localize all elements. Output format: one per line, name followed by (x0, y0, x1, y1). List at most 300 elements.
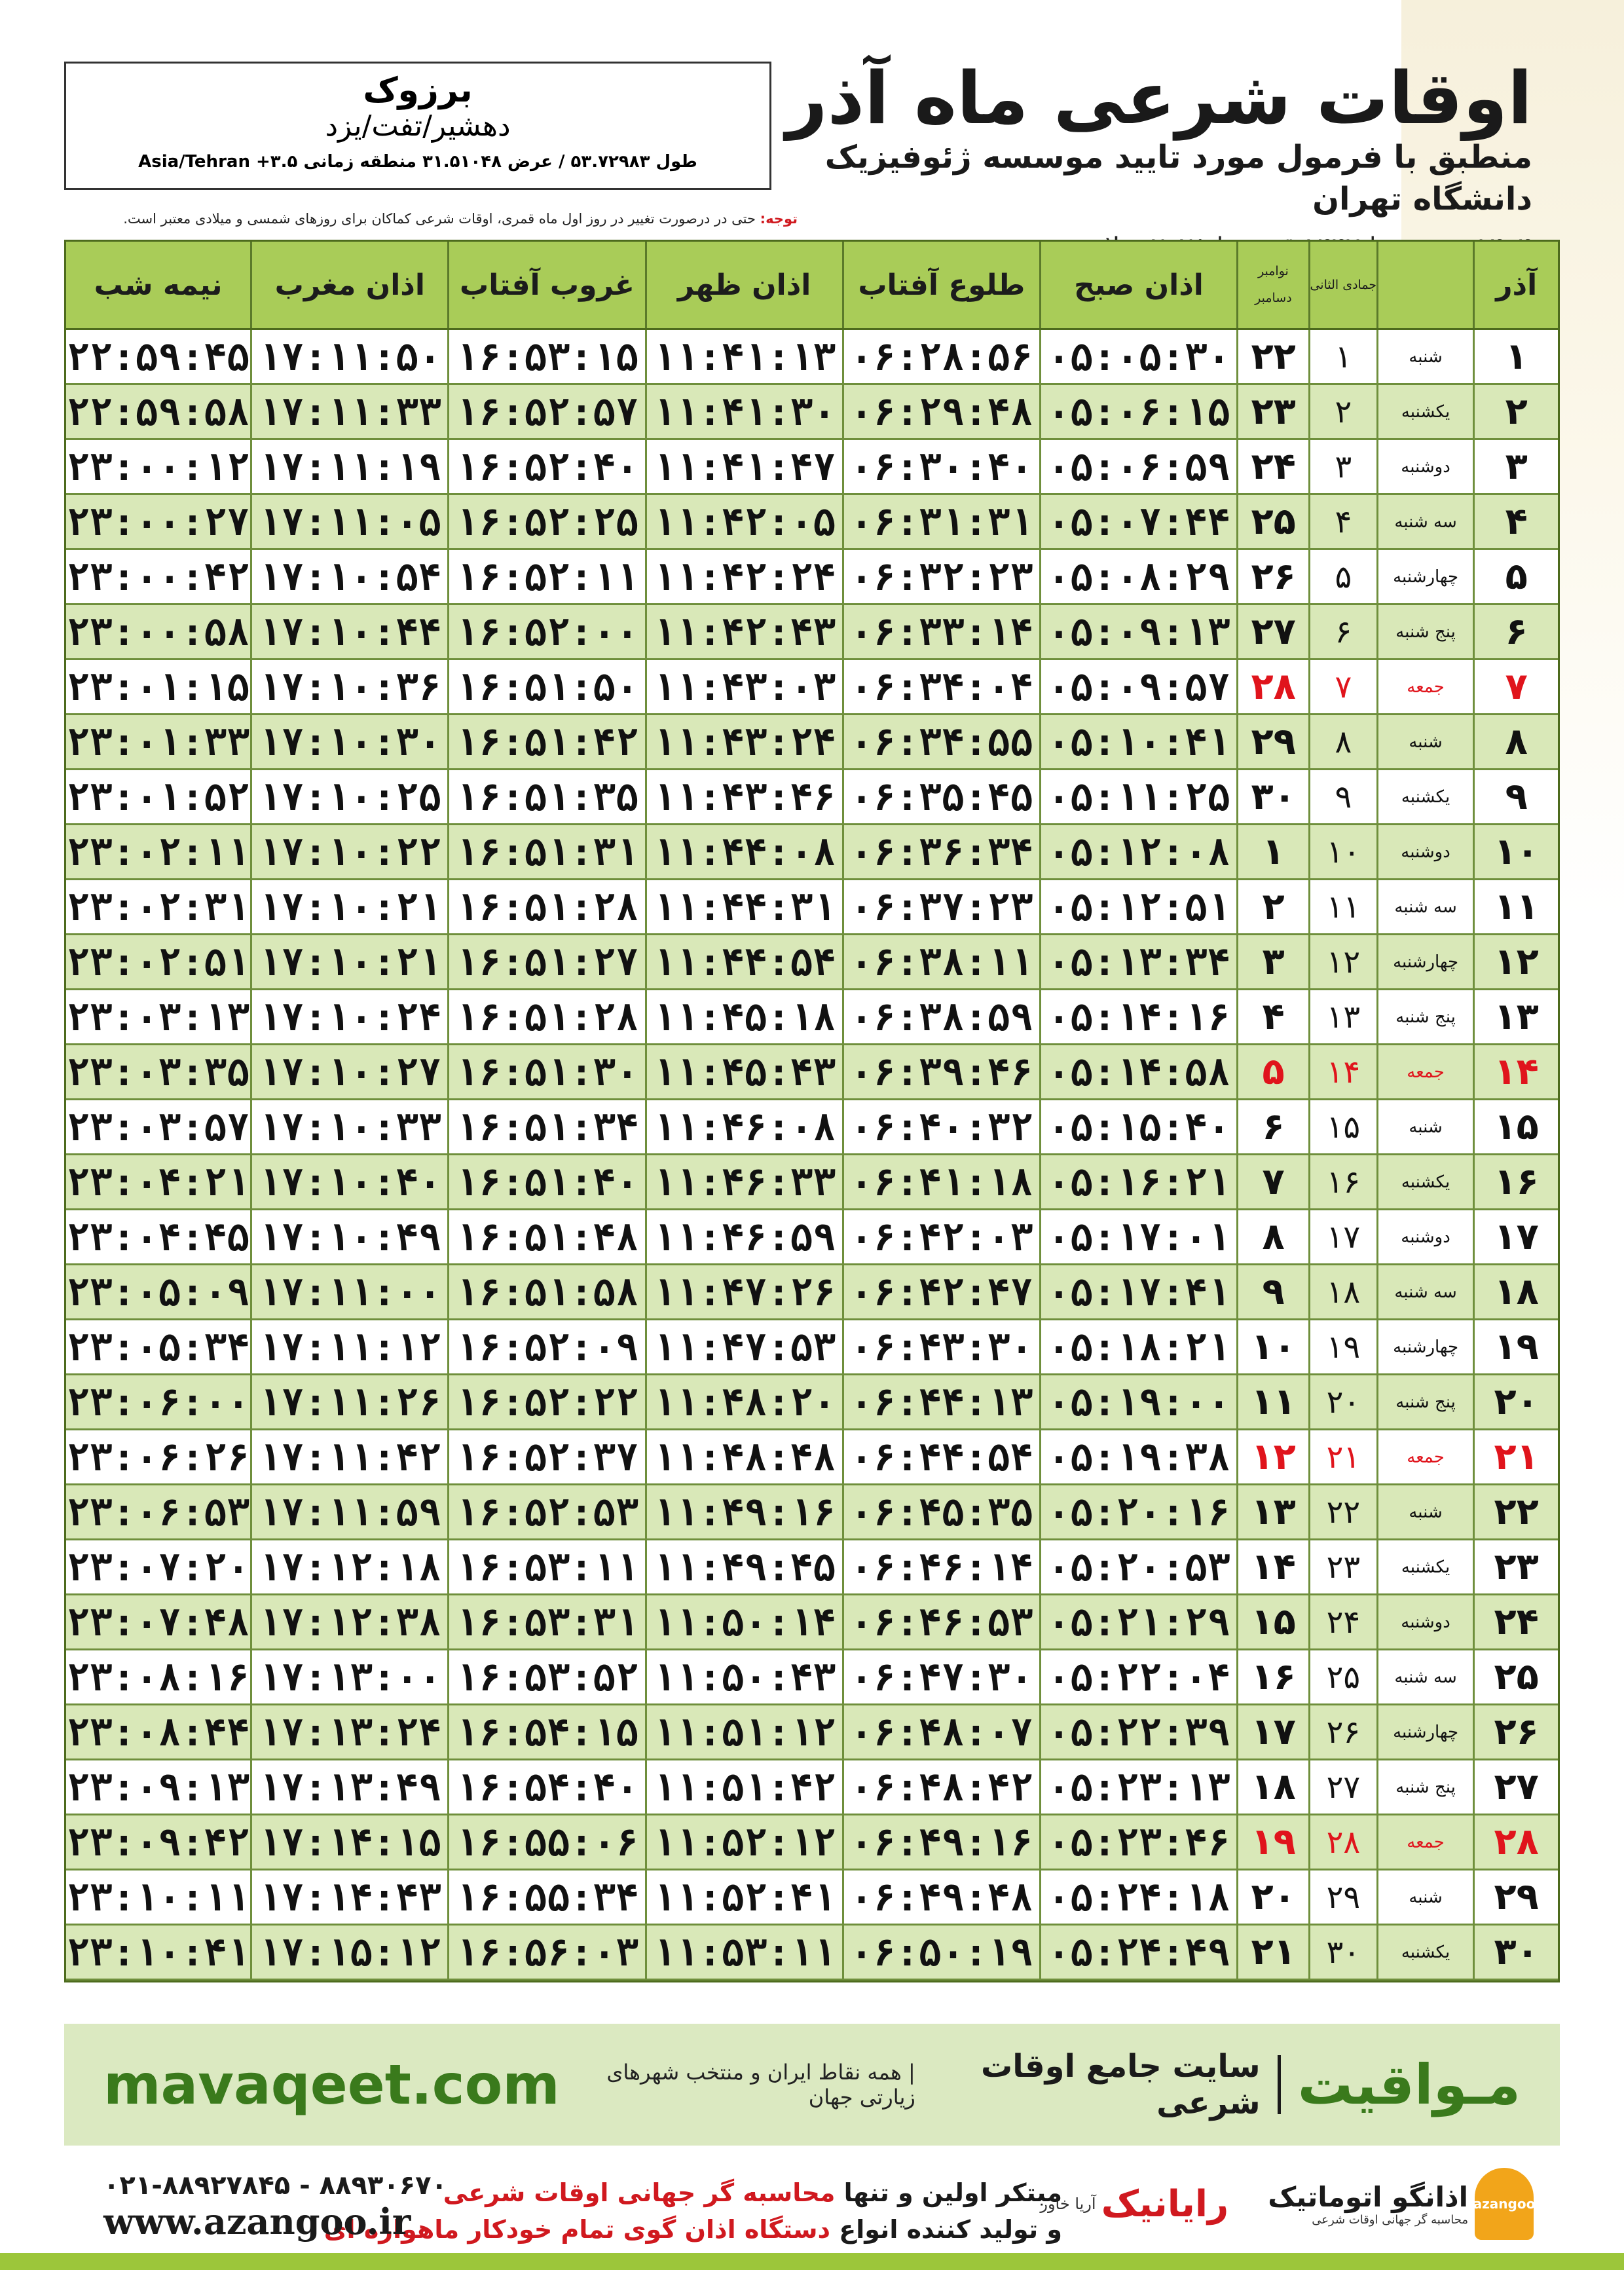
day-number: ۲۹ (1473, 1870, 1558, 1924)
sunrise-time: ۰۶:۴۱:۱۸ (842, 1155, 1039, 1208)
fajr-time: ۰۵:۱۴:۱۶ (1039, 990, 1236, 1043)
sunrise-time: ۰۶:۴۲:۰۳ (842, 1210, 1039, 1263)
sunrise-time: ۰۶:۲۸:۵۶ (842, 330, 1039, 383)
table-row (66, 1926, 1558, 1981)
sunset-time: ۱۶:۵۲:۲۲ (447, 1375, 644, 1428)
maghrib-time: ۱۷:۱۵:۱۲ (250, 1926, 447, 1979)
dhuhr-time: ۱۱:۴۴:۰۸ (645, 825, 842, 878)
table-row (66, 880, 1558, 935)
maghrib-time: ۱۷:۱۱:۱۲ (250, 1320, 447, 1373)
sunset-time: ۱۶:۵۳:۱۵ (447, 330, 644, 383)
dhuhr-time: ۱۱:۴۵:۴۳ (645, 1045, 842, 1098)
sunset-time: ۱۶:۵۲:۰۰ (447, 605, 644, 658)
gregorian-day: ۱۷ (1236, 1705, 1308, 1758)
banner-url[interactable]: mavaqeet.com (103, 2053, 560, 2117)
sunrise-time: ۰۶:۴۳:۳۰ (842, 1320, 1039, 1373)
weekday: پنج شنبه (1376, 605, 1473, 658)
fajr-time: ۰۵:۰۹:۵۷ (1039, 660, 1236, 713)
table-row (66, 990, 1558, 1045)
weekday: جمعه (1376, 1045, 1473, 1098)
sunset-time: ۱۶:۵۴:۴۰ (447, 1760, 644, 1814)
dhuhr-time: ۱۱:۴۴:۵۴ (645, 935, 842, 988)
sunset-time: ۱۶:۵۲:۲۵ (447, 495, 644, 548)
footer (64, 2161, 1560, 2253)
footer-line1-a: مبتکر اولین و تنها (843, 2178, 1062, 2207)
midnight-time: ۲۳:۰۴:۲۱ (66, 1159, 250, 1204)
website-link[interactable]: www.azangoo.ir (103, 2201, 411, 2242)
weekday: شنبه (1376, 330, 1473, 383)
fajr-time: ۰۵:۱۳:۳۴ (1039, 935, 1236, 988)
sunset-time: ۱۶:۵۳:۱۱ (447, 1540, 644, 1593)
weekday: یکشنبه (1376, 1540, 1473, 1593)
table-row (66, 1650, 1558, 1705)
fajr-time: ۰۵:۲۴:۴۹ (1039, 1926, 1236, 1979)
gregorian-day: ۲۲ (1236, 330, 1308, 383)
header-midnight: نیمه شب (94, 268, 223, 302)
midnight-time: ۲۳:۱۰:۱۱ (66, 1874, 250, 1920)
sunset-time: ۱۶:۵۳:۳۱ (447, 1595, 644, 1648)
header-hijri (1308, 242, 1376, 328)
hijri-day: ۱۱ (1308, 880, 1376, 933)
header-greg-top: نوامبر (1258, 264, 1289, 279)
gregorian-day: ۱۱ (1236, 1375, 1308, 1428)
sunset-time: ۱۶:۵۱:۳۰ (447, 1045, 644, 1098)
maghrib-time: ۱۷:۱۳:۰۰ (250, 1650, 447, 1703)
sunset-time: ۱۶:۵۲:۱۱ (447, 550, 644, 603)
sunrise-time: ۰۶:۴۶:۱۴ (842, 1540, 1039, 1593)
sunrise-time: ۰۶:۴۲:۴۷ (842, 1265, 1039, 1318)
table-row (66, 1375, 1558, 1430)
gregorian-day: ۱۳ (1236, 1485, 1308, 1538)
day-number: ۲۳ (1473, 1540, 1558, 1593)
table-body (66, 330, 1558, 1981)
midnight-time: ۲۳:۰۴:۴۵ (66, 1214, 250, 1259)
sunset-time: ۱۶:۵۱:۲۸ (447, 990, 644, 1043)
sunrise-time: ۰۶:۳۴:۰۴ (842, 660, 1039, 713)
day-number: ۲۸ (1473, 1815, 1558, 1869)
weekday: سه شنبه (1376, 1650, 1473, 1703)
header-gregorian (1236, 242, 1308, 328)
maghrib-time: ۱۷:۱۱:۴۲ (250, 1430, 447, 1483)
weekday: جمعه (1376, 1815, 1473, 1869)
sunrise-time: ۰۶:۴۹:۴۸ (842, 1870, 1039, 1924)
sunrise-time: ۰۶:۴۶:۵۳ (842, 1595, 1039, 1648)
table-row (66, 715, 1558, 770)
fajr-time: ۰۵:۲۳:۱۳ (1039, 1760, 1236, 1814)
hijri-day: ۴ (1308, 495, 1376, 548)
dhuhr-time: ۱۱:۴۳:۴۶ (645, 770, 842, 823)
dhuhr-time: ۱۱:۴۲:۴۳ (645, 605, 842, 658)
hijri-day: ۹ (1308, 770, 1376, 823)
maghrib-time: ۱۷:۱۰:۲۱ (250, 935, 447, 988)
gregorian-day: ۵ (1236, 1045, 1308, 1098)
gregorian-day: ۲۰ (1236, 1870, 1308, 1924)
weekday: یکشنبه (1376, 1926, 1473, 1979)
dhuhr-time: ۱۱:۴۶:۰۸ (645, 1100, 842, 1153)
sunset-time: ۱۶:۵۱:۵۸ (447, 1265, 644, 1318)
table-row (66, 935, 1558, 990)
gregorian-day: ۸ (1236, 1210, 1308, 1263)
midnight-time: ۲۳:۰۵:۰۹ (66, 1269, 250, 1314)
hijri-day: ۱ (1308, 330, 1376, 383)
footer-line1-b: محاسبه گر جهانی اوقات شرعی (443, 2178, 836, 2207)
fajr-time: ۰۵:۲۴:۱۸ (1039, 1870, 1236, 1924)
rayanik-logo-sub: آریا خاور (1040, 2195, 1096, 2213)
azangoo-logo-icon (1475, 2168, 1534, 2240)
midnight-time: ۲۲:۵۹:۵۸ (66, 389, 250, 434)
city-name: برزوک (363, 71, 473, 110)
sunset-time: ۱۶:۵۱:۴۸ (447, 1210, 644, 1263)
day-number: ۱۸ (1473, 1265, 1558, 1318)
sunrise-time: ۰۶:۳۴:۵۵ (842, 715, 1039, 768)
hijri-day: ۲۸ (1308, 1815, 1376, 1869)
day-number: ۹ (1473, 770, 1558, 823)
sunset-time: ۱۶:۵۶:۰۳ (447, 1926, 644, 1979)
table-row (66, 1540, 1558, 1595)
fajr-time: ۰۵:۰۵:۳۰ (1039, 330, 1236, 383)
sunrise-time: ۰۶:۴۰:۳۲ (842, 1100, 1039, 1153)
sunset-time: ۱۶:۵۳:۵۲ (447, 1650, 644, 1703)
bottom-accent-bar (0, 2253, 1624, 2270)
hijri-day: ۲۹ (1308, 1870, 1376, 1924)
dhuhr-time: ۱۱:۴۴:۳۱ (645, 880, 842, 933)
table-row (66, 1320, 1558, 1375)
midnight-time: ۲۳:۰۵:۳۴ (66, 1324, 250, 1369)
hijri-day: ۶ (1308, 605, 1376, 658)
fajr-time: ۰۵:۰۸:۲۹ (1039, 550, 1236, 603)
table-row (66, 1760, 1558, 1815)
dhuhr-time: ۱۱:۴۷:۵۳ (645, 1320, 842, 1373)
fajr-time: ۰۵:۲۲:۳۹ (1039, 1705, 1236, 1758)
banner-slogan: سایت جامع اوقات شرعی (980, 2048, 1261, 2121)
midnight-time: ۲۳:۱۰:۴۱ (66, 1929, 250, 1975)
day-number: ۱۳ (1473, 990, 1558, 1043)
sunset-time: ۱۶:۵۵:۳۴ (447, 1870, 644, 1924)
sunrise-time: ۰۶:۴۵:۳۵ (842, 1485, 1039, 1538)
fajr-time: ۰۵:۱۷:۰۱ (1039, 1210, 1236, 1263)
page-title: اوقات شرعی ماه آذر (786, 56, 1532, 140)
table-row (66, 440, 1558, 495)
maghrib-time: ۱۷:۱۰:۳۳ (250, 1100, 447, 1153)
day-number: ۲ (1473, 385, 1558, 438)
sunset-time: ۱۶:۵۲:۵۷ (447, 385, 644, 438)
header-dhuhr: اذان ظهر (645, 242, 842, 328)
fajr-time: ۰۵:۱۹:۳۸ (1039, 1430, 1236, 1483)
table-row (66, 605, 1558, 660)
sunrise-time: ۰۶:۳۸:۵۹ (842, 990, 1039, 1043)
dhuhr-time: ۱۱:۴۳:۰۳ (645, 660, 842, 713)
midnight-time: ۲۳:۰۶:۰۰ (66, 1379, 250, 1424)
sunset-time: ۱۶:۵۱:۴۲ (447, 715, 644, 768)
hijri-day: ۸ (1308, 715, 1376, 768)
weekday: شنبه (1376, 1100, 1473, 1153)
day-number: ۲۱ (1473, 1430, 1558, 1483)
header-maghrib: اذان مغرب (250, 242, 447, 328)
maghrib-time: ۱۷:۱۰:۴۹ (250, 1210, 447, 1263)
table-row (66, 495, 1558, 550)
midnight-time: ۲۳:۰۱:۳۳ (66, 719, 250, 764)
phone-number[interactable]: ۰۲۱-۸۸۹۲۷۸۴۵ - ۸۸۹۳۰۶۷۰ (103, 2170, 447, 2201)
coordinates: طول ۵۳.۷۲۹۸۳ / عرض ۳۱.۵۱۰۴۸ منطقه زمانی ۳.۵+ Asia/Tehran (138, 152, 697, 172)
midnight-time: ۲۳:۰۶:۲۶ (66, 1434, 250, 1479)
fajr-time: ۰۵:۱۷:۴۱ (1039, 1265, 1236, 1318)
maghrib-time: ۱۷:۱۱:۰۵ (250, 495, 447, 548)
notice-label: توجه: (760, 211, 798, 227)
maghrib-time: ۱۷:۱۰:۵۴ (250, 550, 447, 603)
midnight-time: ۲۳:۰۸:۱۶ (66, 1654, 250, 1700)
maghrib-time: ۱۷:۱۰:۲۱ (250, 880, 447, 933)
header-sunset: غروب آفتاب (447, 242, 644, 328)
sunrise-time: ۰۶:۴۷:۳۰ (842, 1650, 1039, 1703)
gregorian-day: ۲۳ (1236, 385, 1308, 438)
weekday: یکشنبه (1376, 385, 1473, 438)
sunset-time: ۱۶:۵۲:۴۰ (447, 440, 644, 493)
midnight-time: ۲۳:۰۷:۴۸ (66, 1599, 250, 1645)
hijri-day: ۱۴ (1308, 1045, 1376, 1098)
location-box (64, 62, 771, 190)
midnight-time: ۲۳:۰۰:۲۷ (66, 499, 250, 544)
hijri-day: ۲۱ (1308, 1430, 1376, 1483)
dhuhr-time: ۱۱:۴۶:۳۳ (645, 1155, 842, 1208)
fajr-time: ۰۵:۰۷:۴۴ (1039, 495, 1236, 548)
weekday: شنبه (1376, 1870, 1473, 1924)
midnight-time: ۲۳:۰۰:۵۸ (66, 609, 250, 654)
gregorian-day: ۶ (1236, 1100, 1308, 1153)
hijri-day: ۱۶ (1308, 1155, 1376, 1208)
fajr-time: ۰۵:۱۱:۲۵ (1039, 770, 1236, 823)
dhuhr-time: ۱۱:۴۶:۵۹ (645, 1210, 842, 1263)
day-number: ۲۴ (1473, 1595, 1558, 1648)
azangoo-logo-tag: محاسبه گر جهانی اوقات شرعی (1312, 2213, 1468, 2227)
table-row (66, 1045, 1558, 1100)
weekday: شنبه (1376, 715, 1473, 768)
hijri-day: ۱۷ (1308, 1210, 1376, 1263)
sunset-time: ۱۶:۵۱:۳۱ (447, 825, 644, 878)
weekday: چهارشنبه (1376, 550, 1473, 603)
maghrib-time: ۱۷:۱۳:۲۴ (250, 1705, 447, 1758)
dhuhr-time: ۱۱:۵۱:۱۲ (645, 1705, 842, 1758)
sunrise-time: ۰۶:۳۹:۴۶ (842, 1045, 1039, 1098)
hijri-day: ۱۵ (1308, 1100, 1376, 1153)
table-row (66, 825, 1558, 880)
sunrise-time: ۰۶:۴۸:۴۲ (842, 1760, 1039, 1814)
mavaqeet-banner (64, 2024, 1560, 2146)
hijri-day: ۱۹ (1308, 1320, 1376, 1373)
fajr-time: ۰۵:۱۶:۲۱ (1039, 1155, 1236, 1208)
fajr-time: ۰۵:۰۶:۱۵ (1039, 385, 1236, 438)
dhuhr-time: ۱۱:۴۱:۳۰ (645, 385, 842, 438)
sunrise-time: ۰۶:۳۶:۳۴ (842, 825, 1039, 878)
maghrib-time: ۱۷:۱۲:۱۸ (250, 1540, 447, 1593)
weekday: جمعه (1376, 660, 1473, 713)
gregorian-day: ۹ (1236, 1265, 1308, 1318)
midnight-time: ۲۲:۵۹:۴۵ (66, 334, 250, 379)
gregorian-day: ۲۱ (1236, 1926, 1308, 1979)
gregorian-day: ۲۶ (1236, 550, 1308, 603)
dhuhr-time: ۱۱:۵۲:۱۲ (645, 1815, 842, 1869)
hijri-day: ۵ (1308, 550, 1376, 603)
notice-text: حتی در درصورت تغییر در روز اول ماه قمری، اوقات شرعی کماکان برای روزهای شمسی و میلادی معتبر است. (123, 211, 756, 227)
maghrib-time: ۱۷:۱۰:۴۰ (250, 1155, 447, 1208)
fajr-time: ۰۵:۲۲:۰۴ (1039, 1650, 1236, 1703)
day-number: ۱۱ (1473, 880, 1558, 933)
dhuhr-time: ۱۱:۴۹:۱۶ (645, 1485, 842, 1538)
midnight-time: ۲۳:۰۹:۱۳ (66, 1764, 250, 1810)
table-row (66, 1100, 1558, 1155)
gregorian-day: ۱۹ (1236, 1815, 1308, 1869)
day-number: ۴ (1473, 495, 1558, 548)
fajr-time: ۰۵:۲۰:۵۳ (1039, 1540, 1236, 1593)
sunrise-time: ۰۶:۴۴:۱۳ (842, 1375, 1039, 1428)
weekday: چهارشنبه (1376, 1320, 1473, 1373)
gregorian-day: ۳۰ (1236, 770, 1308, 823)
hijri-day: ۱۲ (1308, 935, 1376, 988)
dhuhr-time: ۱۱:۵۳:۱۱ (645, 1926, 842, 1979)
gregorian-day: ۲۸ (1236, 660, 1308, 713)
table-row (66, 385, 1558, 440)
sunrise-time: ۰۶:۳۸:۱۱ (842, 935, 1039, 988)
gregorian-day: ۷ (1236, 1155, 1308, 1208)
gregorian-day: ۱۶ (1236, 1650, 1308, 1703)
sunset-time: ۱۶:۵۲:۰۹ (447, 1320, 644, 1373)
maghrib-time: ۱۷:۱۱:۵۹ (250, 1485, 447, 1538)
day-number: ۸ (1473, 715, 1558, 768)
sunset-time: ۱۶:۵۲:۵۳ (447, 1485, 644, 1538)
maghrib-time: ۱۷:۱۴:۴۳ (250, 1870, 447, 1924)
header-month: آذر (1473, 242, 1558, 328)
weekday: پنج شنبه (1376, 1375, 1473, 1428)
day-number: ۲۵ (1473, 1650, 1558, 1703)
day-number: ۱۴ (1473, 1045, 1558, 1098)
table-row (66, 550, 1558, 605)
midnight-time: ۲۳:۰۱:۵۲ (66, 774, 250, 819)
table-row (66, 1155, 1558, 1210)
gregorian-day: ۲۴ (1236, 440, 1308, 493)
table-row (66, 330, 1558, 385)
weekday: دوشنبه (1376, 440, 1473, 493)
gregorian-day: ۲ (1236, 880, 1308, 933)
sunrise-time: ۰۶:۳۲:۲۳ (842, 550, 1039, 603)
sunset-time: ۱۶:۵۱:۲۸ (447, 880, 644, 933)
midnight-time: ۲۳:۰۰:۱۲ (66, 444, 250, 489)
maghrib-time: ۱۷:۱۰:۲۷ (250, 1045, 447, 1098)
weekday: چهارشنبه (1376, 1705, 1473, 1758)
gregorian-day: ۴ (1236, 990, 1308, 1043)
sunrise-time: ۰۶:۴۸:۰۷ (842, 1705, 1039, 1758)
midnight-time: ۲۳:۰۰:۴۲ (66, 554, 250, 599)
sunset-time: ۱۶:۵۱:۳۴ (447, 1100, 644, 1153)
maghrib-time: ۱۷:۱۱:۳۳ (250, 385, 447, 438)
fajr-time: ۰۵:۱۲:۵۱ (1039, 880, 1236, 933)
gregorian-day: ۲۷ (1236, 605, 1308, 658)
fajr-time: ۰۵:۲۳:۴۶ (1039, 1815, 1236, 1869)
day-number: ۳۰ (1473, 1926, 1558, 1979)
dhuhr-time: ۱۱:۴۸:۴۸ (645, 1430, 842, 1483)
maghrib-time: ۱۷:۱۰:۲۵ (250, 770, 447, 823)
notice (64, 211, 798, 227)
maghrib-time: ۱۷:۱۱:۲۶ (250, 1375, 447, 1428)
sunrise-time: ۰۶:۵۰:۱۹ (842, 1926, 1039, 1979)
table-row (66, 770, 1558, 825)
dhuhr-time: ۱۱:۴۱:۱۳ (645, 330, 842, 383)
page-subtitle: منطبق با فرمول مورد تایید موسسه ژئوفیزیک دانشگاه تهران (824, 139, 1532, 217)
weekday: سه شنبه (1376, 1265, 1473, 1318)
weekday: سه شنبه (1376, 495, 1473, 548)
dhuhr-time: ۱۱:۴۲:۲۴ (645, 550, 842, 603)
hijri-day: ۲۶ (1308, 1705, 1376, 1758)
footer-line2-b: دستگاه اذان گوی تمام خودکار ماهواره ای (323, 2215, 831, 2244)
midnight-time: ۲۳:۰۹:۴۲ (66, 1819, 250, 1865)
dhuhr-time: ۱۱:۴۵:۱۸ (645, 990, 842, 1043)
weekday: دوشنبه (1376, 1210, 1473, 1263)
hijri-day: ۲۰ (1308, 1375, 1376, 1428)
gregorian-day: ۳ (1236, 935, 1308, 988)
weekday: یکشنبه (1376, 770, 1473, 823)
azangoo-logo (1268, 2168, 1534, 2240)
weekday: سه شنبه (1376, 880, 1473, 933)
midnight-time: ۲۳:۰۳:۱۳ (66, 994, 250, 1039)
sunrise-time: ۰۶:۴۹:۱۶ (842, 1815, 1039, 1869)
fajr-time: ۰۵:۰۶:۵۹ (1039, 440, 1236, 493)
table-row (66, 1815, 1558, 1870)
region-name: دهشیر/تفت/یزد (325, 109, 511, 143)
dhuhr-time: ۱۱:۵۰:۴۳ (645, 1650, 842, 1703)
hijri-day: ۱۸ (1308, 1265, 1376, 1318)
gregorian-day: ۱ (1236, 825, 1308, 878)
maghrib-time: ۱۷:۱۲:۳۸ (250, 1595, 447, 1648)
azangoo-logo-en: azangoo (1473, 2196, 1536, 2212)
hijri-day: ۲۵ (1308, 1650, 1376, 1703)
sunset-time: ۱۶:۵۱:۲۷ (447, 935, 644, 988)
hijri-day: ۱۳ (1308, 990, 1376, 1043)
day-number: ۱ (1473, 330, 1558, 383)
table-row (66, 1430, 1558, 1485)
table-header (66, 242, 1558, 330)
sunset-time: ۱۶:۵۲:۳۷ (447, 1430, 644, 1483)
midnight-time: ۲۳:۰۲:۵۱ (66, 939, 250, 984)
dhuhr-time: ۱۱:۵۰:۱۴ (645, 1595, 842, 1648)
weekday: شنبه (1376, 1485, 1473, 1538)
weekday: دوشنبه (1376, 1595, 1473, 1648)
weekday: یکشنبه (1376, 1155, 1473, 1208)
dhuhr-time: ۱۱:۴۳:۲۴ (645, 715, 842, 768)
fajr-time: ۰۵:۱۹:۰۰ (1039, 1375, 1236, 1428)
table-row (66, 1210, 1558, 1265)
sunrise-time: ۰۶:۳۷:۲۳ (842, 880, 1039, 933)
day-number: ۱۲ (1473, 935, 1558, 988)
maghrib-time: ۱۷:۱۰:۲۲ (250, 825, 447, 878)
maghrib-time: ۱۷:۱۰:۳۰ (250, 715, 447, 768)
maghrib-time: ۱۷:۱۰:۲۴ (250, 990, 447, 1043)
hijri-day: ۳ (1308, 440, 1376, 493)
gregorian-day: ۱۸ (1236, 1760, 1308, 1814)
sunrise-time: ۰۶:۳۱:۳۱ (842, 495, 1039, 548)
rayanik-logo-name: رایانیک (1101, 2182, 1229, 2225)
day-number: ۱۵ (1473, 1100, 1558, 1153)
footer-line2-a: و تولید کننده انواع (839, 2215, 1062, 2244)
fajr-time: ۰۵:۱۴:۵۸ (1039, 1045, 1236, 1098)
maghrib-time: ۱۷:۱۰:۳۶ (250, 660, 447, 713)
midnight-time: ۲۳:۰۳:۵۷ (66, 1104, 250, 1149)
gregorian-day: ۱۴ (1236, 1540, 1308, 1593)
table-row (66, 1870, 1558, 1926)
gregorian-day: ۱۰ (1236, 1320, 1308, 1373)
weekday: پنج شنبه (1376, 990, 1473, 1043)
day-number: ۲۷ (1473, 1760, 1558, 1814)
banner-divider (1278, 2055, 1281, 2114)
maghrib-time: ۱۷:۱۳:۴۹ (250, 1760, 447, 1814)
hijri-day: ۲ (1308, 385, 1376, 438)
